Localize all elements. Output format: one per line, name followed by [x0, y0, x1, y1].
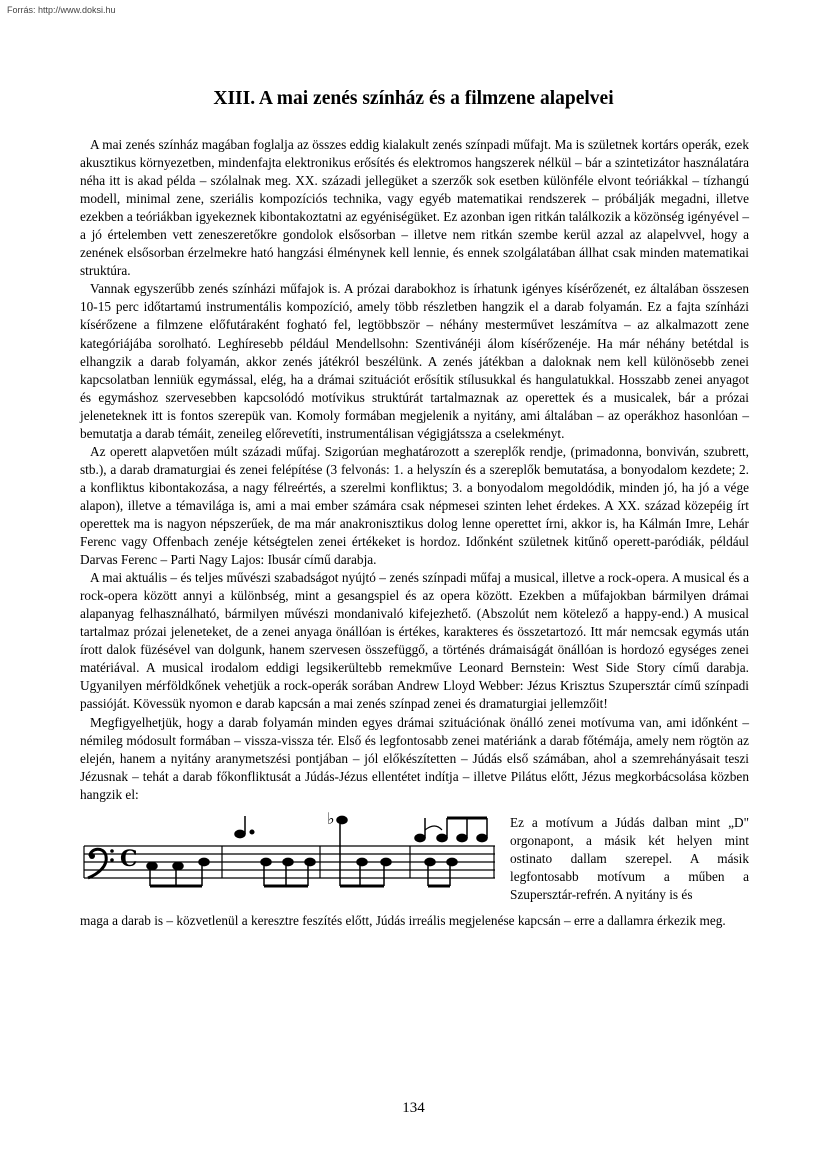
svg-text:♭: ♭: [327, 808, 335, 828]
figure-caption-text: Ez a motívum a Júdás dalban mint „D" orgonapont, a másik két helyen mint ostinato dallam szerepel. A másik legfontosabb motívum a műben a Szupersztár-refrén. A nyitány is és: [510, 814, 749, 902]
paragraph: A mai aktuális – és teljes művészi szabadságot nyújtó – zenés színpadi műfaj a musical, illetve a rock-opera. A musical és a rock-opera között annyi a különbség, mint a gesangspiel és az opera között. Ezekben a műfajokban bármilyen drámai alapanyag felhasználható, bármilyen művészi mondanivaló kifejezhető. (Abszolút nem kötelező a happy-end.) A musical tartalmaz prózai jeleneteket, de a zenei anyaga önállóan is értékes, karakteres és összetartozó. Itt már nemcsak egymás után írott dalok füzésével van dolgunk, hanem szervesen összefüggő, a történés drámaiságát önállóan is hordozó egységes zenei matériával. A musical irodalom eddigi legsikerültebb remekműve Leonard Bernstein: West Side Story című darabja. Ugyanilyen mérföldkőnek vehetjük a rock-operák sorában Andrew Lloyd Webber: Jézus Krisztus Szupersztár című színpadi passióját. Kövessük nyomon e darab kapcsán a mai zenés színpad zenei és dramaturgiai jellemzőit!: [80, 570, 749, 712]
source-note: Forrás: http://www.doksi.hu: [7, 5, 116, 15]
page-title: XIII. A mai zenés színház és a filmzene alapelvei: [213, 88, 614, 109]
paragraph: A mai zenés színház magában foglalja az összes eddig kialakult zenés színpadi műfajt. Ma is születnek kortárs operák, ezek akusztikus környezetben, mindenfajta elektronikus erősítés és elektromos hangszerek nélkül – bár a szintetizátor használatára néha itt is akad példa – szólalnak meg. XX. századi jellegüket a szerzők sok esetben különféle elvont teóriákkal – tízhangú modell, minimal zene, szeriális kompozíciós technika, vagy egyéb matematikai rendszerek – próbálják megadni, illetve ezekben a teóriákban igyekeznek kibontakoztatni az egyéniségüket. Ez azonban igen ritkán találkozik a közönség igényével – a jó értelemben vett zeneszeretőkre gondolok elsősorban – illetve nem ritkán szembe kerül azzal az alapelvvel, hogy a zenének elsősorban érzelmekre ható hangzási élménynek kell lennie, és ennek szolgálatában állhat csak minden matematikai struktúra.: [80, 137, 749, 279]
paragraph: Vannak egyszerűbb zenés színházi műfajok is. A prózai darabokhoz is írhatunk igényes kísérőzenét, ez általában összesen 10-15 perc időtartamú instrumentális kompozíció, amely több részletben hangzik el a darab folyamán. Ez a fajta színházi kísérőzene a filmzene előfutáraként fogható fel, legtöbbször – néhány mesterművet leszámítva – az alkalmazott zene kategóriájába sorolható. Leghíresebb például Mendellsohn: Szentivánéji álom kísérőzenéje. Ha már néhány betétdal is elhangzik a darab folyamán, akkor zenés játékról beszélünk. A zenés játékban a daloknak nem kell különösebb zenei kapcsolatban lenniük egymással, elég, ha a drámai szituációt erősítik stílusukkal és hangulatukkal. Hosszabb zenei anyagot és egymáshoz szervesebben kapcsolódó motívikus struktúrát tartalmaznak az operettek és a musicalek, bár a prózai jeleneteknek itt is fontos szerepük van. Komoly formában megjelenik a nyitány, ami általában – az operákhoz hasonlóan – bemutatja a darab témáit, zeneileg előrevetíti, instrumentálisan végigjátssza a cselekményt.: [80, 281, 749, 441]
paragraph: Az operett alapvetően múlt századi műfaj. Szigorúan meghatározott a szereplők rendje, (primadonna, bonviván, szubrett, stb.), a darab dramaturgiai és zenei felépítése (3 felvonás: 1. a helyszín és a szereplők bemutatása, a bonyodalom kezdete; 2. a konfliktus kibontakozása, a nagy félreértés, a szerelmi konfliktus; 3. a bonyodalom megoldódik, minden jó, ha jó a vége alapon), illetve a témavilága is, ami a mai ember számára csak népmesei szinten lehet érdekes. A XX. század közepéig írt operettek ma is nagyon népszerűek, de ma már anakronisztikus dolog lenne operettet írni, akkor is, ha Kálmán Imre, Lehár Ferenc vagy Offenbach zenéje kétségtelen zenei értékeket is hordoz. Időnként születnek kitűnő operett-paródiák, például Darvas Ferenc – Parti Nagy Lajos: Ibusár című darabja.: [80, 443, 749, 568]
music-figure: [80, 806, 749, 914]
body-text: [80, 136, 749, 930]
paragraph: Megfigyelhetjük, hogy a darab folyamán minden egyes drámai szituációnak önálló zenei motívuma van, ami időnként – némileg módosult formában – vissza-vissza tér. Első és legfontosabb zenei matériánk a darab főtémája, amely nem rögtön az elején, hanem a nyitány aranymetszési pontjában – jól előkészítetten – Júdás első számában, ahol a szemrehányásait teszi Jézusnak – tehát a darab főkonfliktusát a Júdás-Jézus ellentétet indítja – illetve Pilátus előtt, Jézus megkorbácsolása közben hangzik el:: [80, 714, 749, 802]
paragraph-continuation: maga a darab is – közvetlenül a keresztre feszítés előtt, Júdás irreális megjelenése kapcsán – erre a dallamra érkezik meg.: [80, 912, 726, 928]
page-number: 134: [402, 1100, 425, 1116]
time-signature: C: [120, 845, 138, 872]
music-notation-staff: [80, 808, 500, 890]
